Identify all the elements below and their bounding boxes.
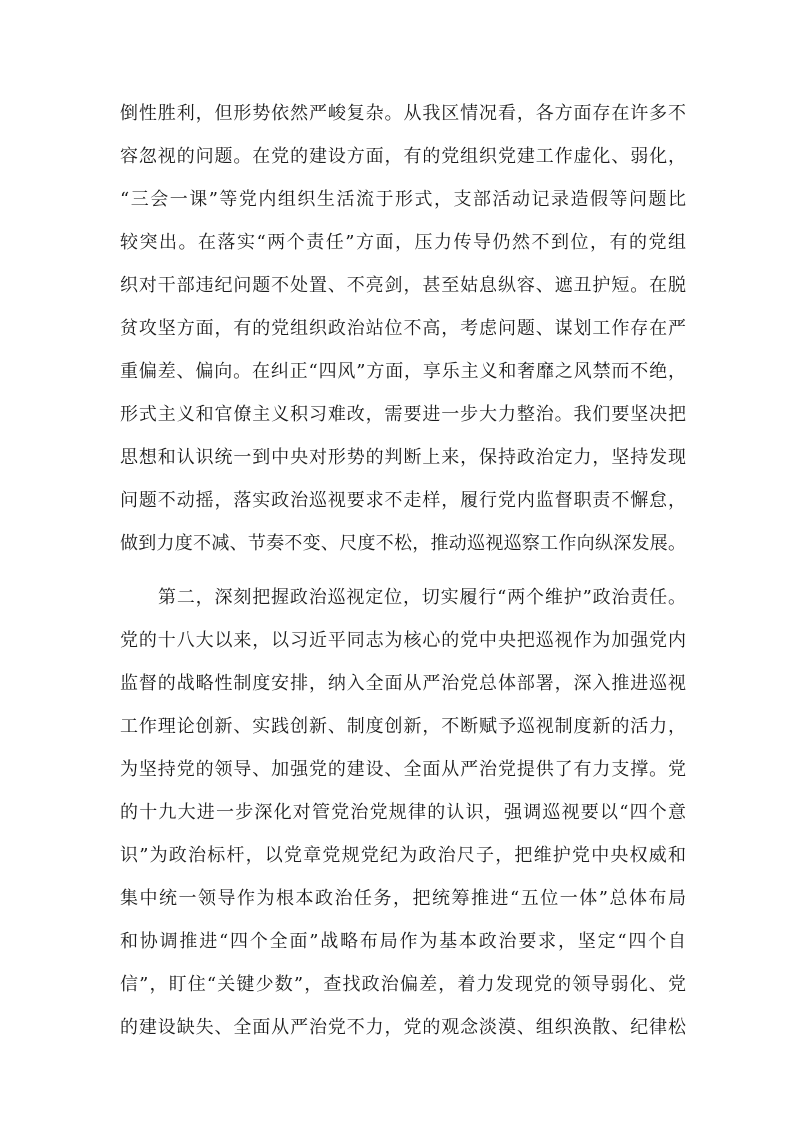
text-line: 重偏差、偏向。在纠正“四风”方面，享乐主义和奢靡之风禁而不绝，	[120, 361, 687, 382]
text-line: 倒性胜利，但形势依然严峻复杂。从我区情况看，各方面存在许多不	[120, 103, 687, 124]
text-line: 贫攻坚方面，有的党组织政治站位不高，考虑问题、谋划工作存在严	[120, 318, 687, 339]
text-line: 为坚持党的领导、加强党的建设、全面从严治党提供了有力支撑。党	[120, 759, 687, 780]
text-line: 识”为政治标杆，以党章党规党纪为政治尺子，把维护党中央权威和	[120, 845, 688, 866]
text-line: 的十九大进一步深化对管党治党规律的认识，强调巡视要以“四个意	[120, 802, 688, 823]
text-line: 集中统一领导作为根本政治任务，把统筹推进“五位一体”总体布局	[120, 888, 688, 909]
text-line: 较突出。在落实“两个责任”方面，压力传导仍然不到位，有的党组	[120, 232, 688, 253]
text-line: “三会一课”等党内组织生活流于形式，支部活动记录造假等问题比	[120, 189, 688, 210]
text-line: 第二，深刻把握政治巡视定位，切实履行“两个维护”政治责任。	[158, 587, 687, 608]
text-line: 形式主义和官僚主义积习难改，需要进一步大力整治。我们要坚决把	[120, 404, 687, 425]
text-line: 问题不动摇，落实政治巡视要求不走样，履行党内监督职责不懈怠，	[120, 490, 687, 511]
text-line: 的建设缺失、全面从严治党不力，党的观念淡漠、组织涣散、纪律松	[120, 1017, 687, 1038]
text-line: 容忽视的问题。在党的建设方面，有的党组织党建工作虚化、弱化，	[120, 146, 687, 167]
text-line: 党的十八大以来，以习近平同志为核心的党中央把巡视作为加强党内	[120, 630, 687, 651]
text-line: 工作理论创新、实践创新、制度创新，不断赋予巡视制度新的活力，	[120, 716, 687, 737]
text-line: 织对干部违纪问题不处置、不亮剑，甚至姑息纵容、遮丑护短。在脱	[120, 275, 687, 296]
text-line: 信”，盯住“关键少数”，查找政治偏差，着力发现党的领导弱化、党	[120, 974, 688, 995]
text-line: 思想和认识统一到中央对形势的判断上来，保持政治定力，坚持发现	[120, 447, 687, 468]
text-line: 和协调推进“四个全面”战略布局作为基本政治要求，坚定“四个自	[120, 931, 688, 952]
text-line: 监督的战略性制度安排，纳入全面从严治党总体部署，深入推进巡视	[120, 673, 687, 694]
text-line: 做到力度不减、节奏不变、尺度不松，推动巡视巡察工作向纵深发展。	[120, 533, 687, 554]
